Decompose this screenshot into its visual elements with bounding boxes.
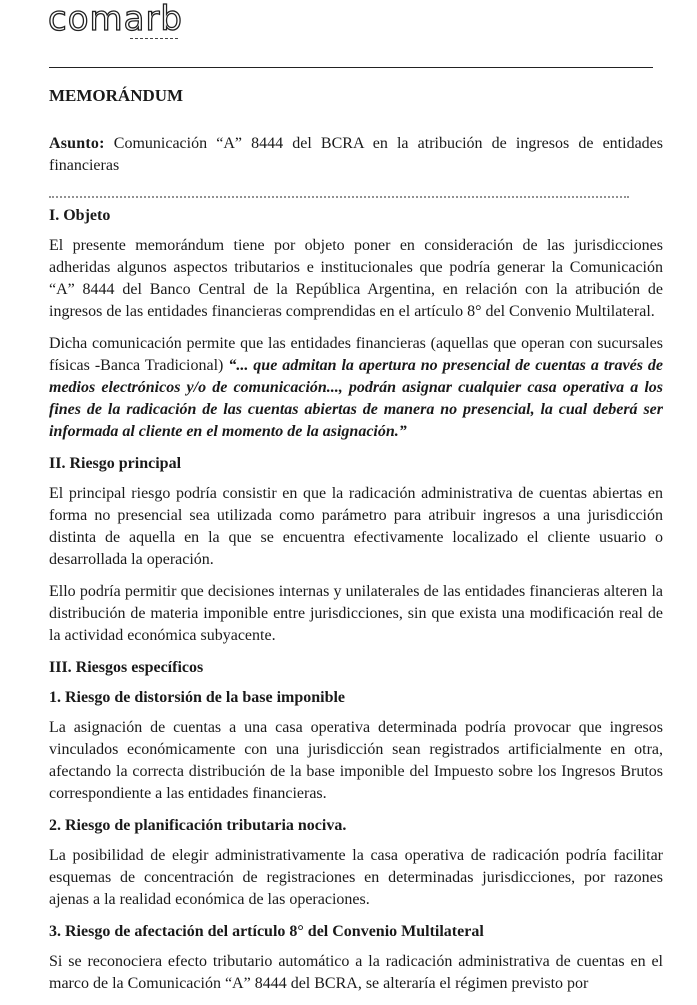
section-heading: II. Riesgo principal [49, 455, 182, 472]
subsection-heading: 3. Riesgo de afectación del artículo 8° del Convenio Multilateral [49, 923, 484, 940]
paragraph: Ello podría permitir que decisiones internas y unilaterales de las entidades financieras alteren la distribución de materia imponible entre jurisdicciones, sin que exista una modificación real de la actividad económica subyacente. [49, 583, 663, 644]
paragraph: Si se reconociera efecto tributario automático a la radicación administrativa de cuentas en el marco de la Comunicación “A” 8444 del BCRA, se alteraría el régimen previsto por [49, 953, 663, 992]
document-title: MEMORÁNDUM [49, 86, 184, 105]
paragraph: La asignación de cuentas a una casa operativa determinada podría provocar que ingresos vinculados económicamente con una jurisdicción sean registrados artificialmente en otra, afectando la correcta distribución de la base imponible del Impuesto sobre los Ingresos Brutos correspondiente a las entidades financieras. [49, 719, 663, 802]
subsection-heading: 1. Riesgo de distorsión de la base imponible [49, 689, 346, 706]
logo-underline [130, 38, 178, 43]
header-divider [49, 67, 653, 68]
paragraph-intro: Dicha comunicación permite que las entidades financieras (aquellas que operan con sucursales físicas -Banca Tradicional) [49, 335, 663, 374]
bcra-quote: “... que admitan la apertura no presencial de cuentas a través de medios electrónicos y/o de comunicación..., podrán asignar cualquier casa operativa a los fines de la radicación de las cuentas abiertas de manera no presencial, la cual deberá ser informada al cliente en el momento de la asignación.” [49, 357, 664, 440]
subject-text: Comunicación “A” 8444 del BCRA en la atribución de ingresos de entidades financieras [49, 135, 664, 174]
paragraph: El presente memorándum tiene por objeto poner en consideración de las jurisdicciones adheridas algunos aspectos tributarios e institucionales que podría generar la Comunicación “A” 8444 del Banco Central de la República Argentina, en relación con la atribución de ingresos de las entidades financieras comprendidas en el artículo 8° del Convenio Multilateral. [49, 237, 663, 320]
section-objeto [49, 205, 663, 443]
document-body [49, 205, 663, 1005]
subsection-heading: 2. Riesgo de planificación tributaria nociva. [49, 817, 347, 834]
comarb-logo: comarb [48, 0, 184, 39]
scan-artifact-line [49, 196, 629, 204]
paragraph [49, 333, 663, 443]
section-heading: III. Riesgos específicos [49, 659, 204, 676]
paragraph: El principal riesgo podría consistir en que la radicación administrativa de cuentas abiertas en forma no presencial sea utilizada como parámetro para atribuir ingresos a una jurisdicción distinta de aquella en la que se encuentra efectivamente localizado el cliente usuario o desarrollada la operación. [49, 485, 663, 568]
section-heading: I. Objeto [49, 207, 111, 224]
subject-line [49, 133, 663, 177]
section-riesgo-principal [49, 453, 663, 647]
section-riesgos-especificos [49, 657, 663, 995]
subject-label: Asunto: [49, 135, 105, 152]
paragraph: La posibilidad de elegir administrativamente la casa operativa de radicación podría facilitar esquemas de concentración de registraciones en determinadas jurisdicciones, por razones ajenas a la realidad económica de las operaciones. [49, 847, 663, 908]
